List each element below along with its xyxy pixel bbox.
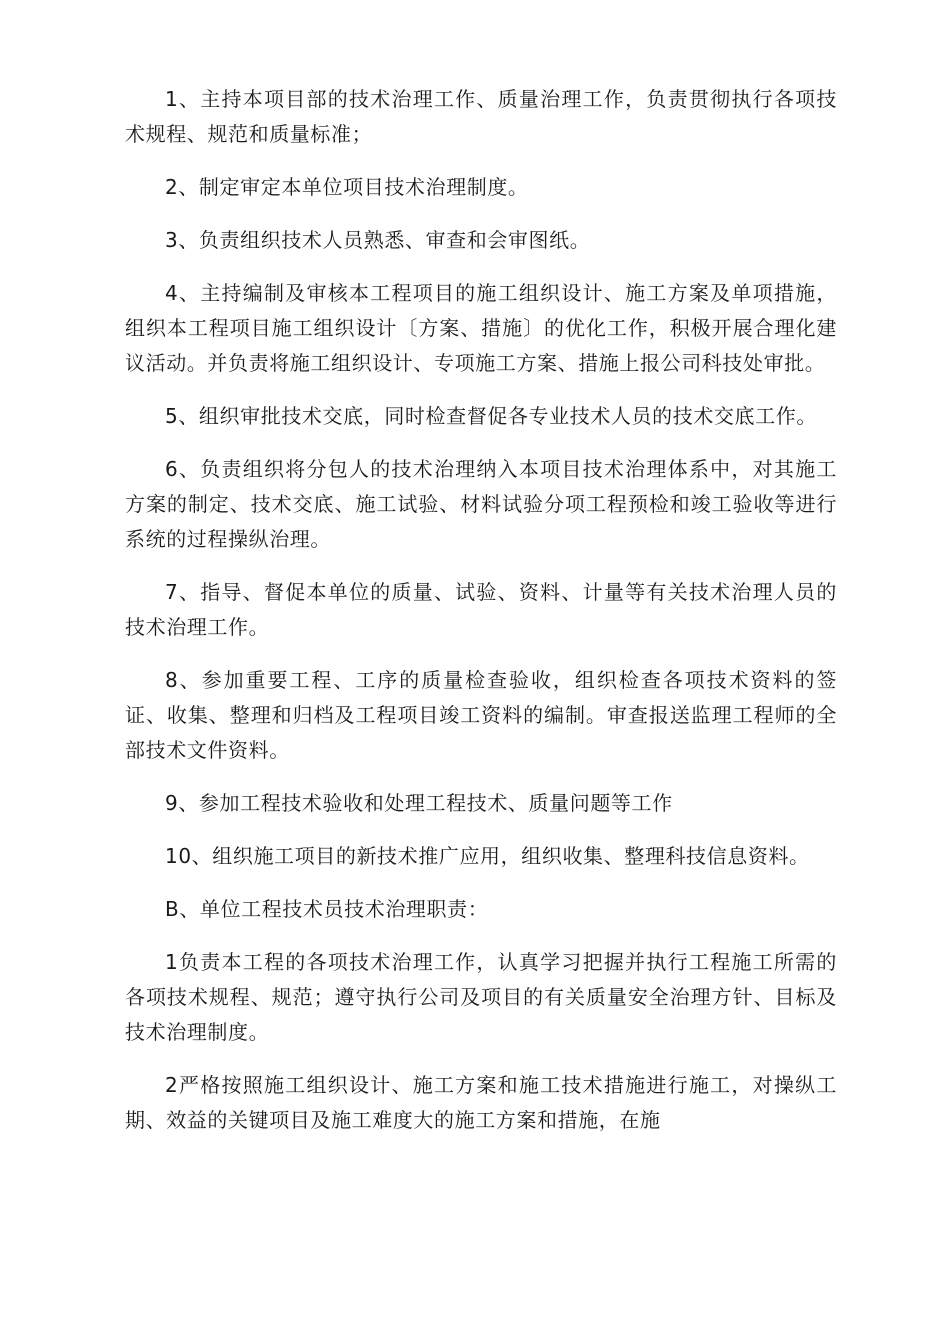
paragraph-5: 5、组织审批技术交底，同时检查督促各专业技术人员的技术交底工作。 xyxy=(165,404,817,428)
paragraph-1: 1、主持本项目部的技术治理工作、质量治理工作，负责贯彻执行各项技术规程、规范和质量标准； xyxy=(125,87,837,146)
paragraph-10: 10、组织施工项目的新技术推广应用，组织收集、整理科技信息资料。 xyxy=(165,844,810,868)
paragraph-b2: 2严格按照施工组织设计、施工方案和施工技术措施进行施工，对操纵工期、效益的关键项目及施工难度大的施工方案和措施，在施 xyxy=(125,1073,837,1132)
paragraph-b1: 1负责本工程的各项技术治理工作，认真学习把握并执行工程施工所需的各项技术规程、规范；遵守执行公司及项目的有关质量安全治理方针、目标及技术治理制度。 xyxy=(125,950,837,1044)
document-body xyxy=(125,82,837,1156)
paragraph-4: 4、主持编制及审核本工程项目的施工组织设计、施工方案及单项措施，组织本工程项目施工组织设计〔方案、措施〕的优化工作，积极开展合理化建议活动。并负责将施工组织设计、专项施工方案、措施上报公司科技处审批。 xyxy=(125,281,837,375)
paragraph-9: 9、参加工程技术验收和处理工程技术、质量问题等工作 xyxy=(165,791,673,815)
paragraph-8: 8、参加重要工程、工序的质量检查验收，组织检查各项技术资料的签证、收集、整理和归档及工程项目竣工资料的编制。审查报送监理工程师的全部技术文件资料。 xyxy=(125,668,837,762)
paragraph-3: 3、负责组织技术人员熟悉、审查和会审图纸。 xyxy=(165,228,591,252)
section-heading-b: B、单位工程技术员技术治理职责： xyxy=(165,897,489,921)
paragraph-2: 2、制定审定本单位项目技术治理制度。 xyxy=(165,175,529,199)
paragraph-6: 6、负责组织将分包人的技术治理纳入本项目技术治理体系中，对其施工方案的制定、技术交底、施工试验、材料试验分项工程预检和竣工验收等进行系统的过程操纵治理。 xyxy=(125,457,837,551)
paragraph-7: 7、指导、督促本单位的质量、试验、资料、计量等有关技术治理人员的技术治理工作。 xyxy=(125,580,837,639)
